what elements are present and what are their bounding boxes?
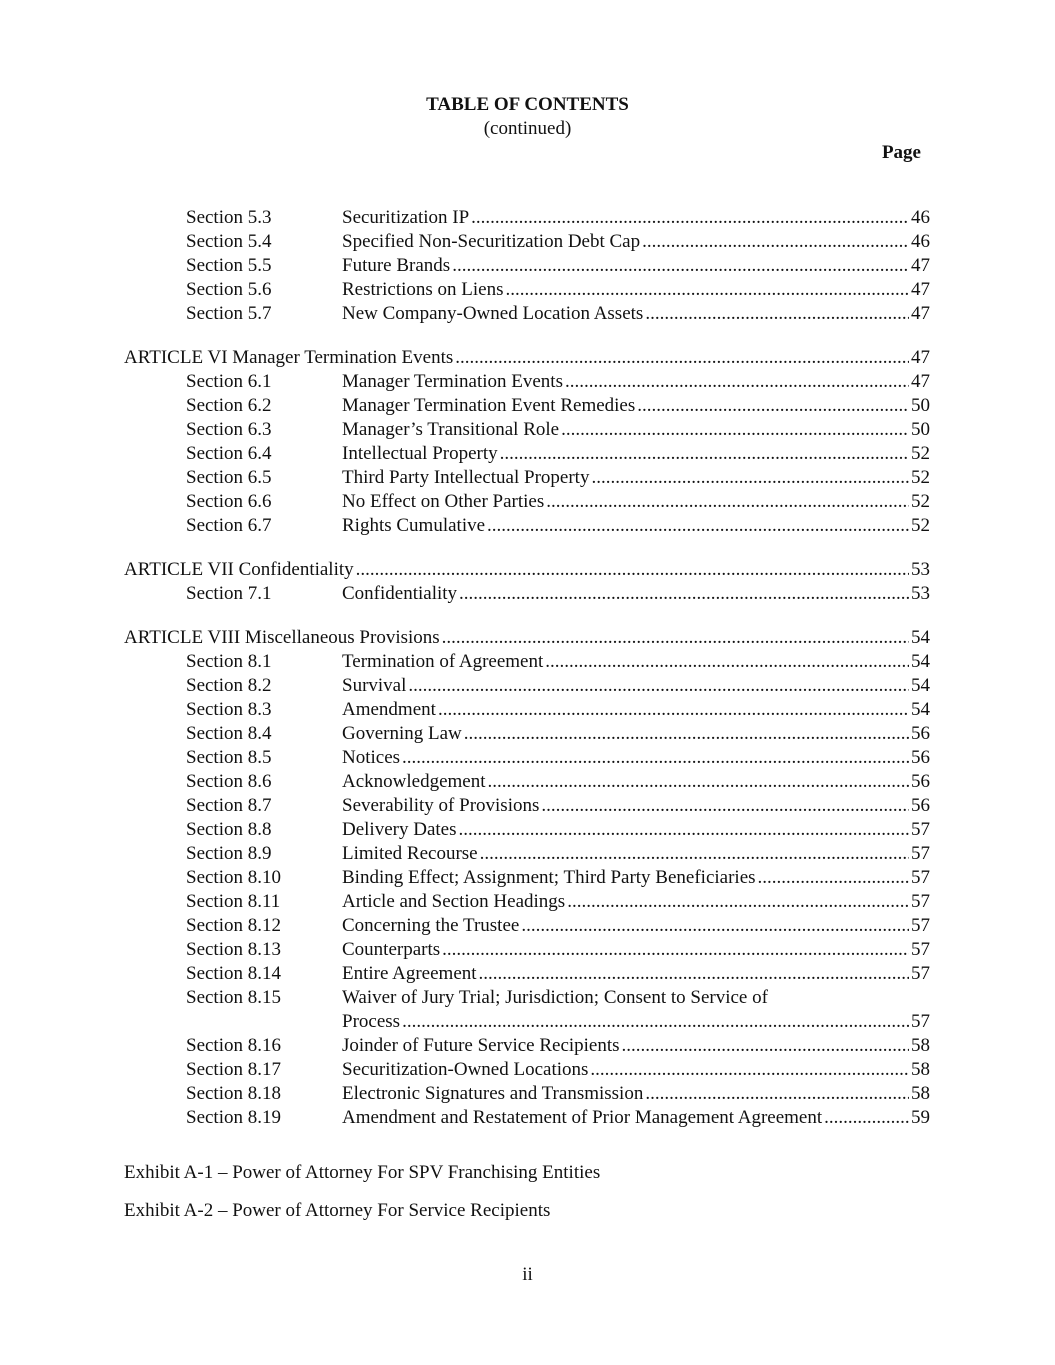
toc-section-number: Section 8.13 xyxy=(186,939,281,960)
toc-section-number: Section 8.18 xyxy=(186,1083,281,1104)
toc-section-link[interactable] xyxy=(342,698,930,722)
dot-leader xyxy=(546,490,909,514)
toc-entry-title: Securitization-Owned Locations xyxy=(342,1059,589,1080)
dot-leader xyxy=(500,442,909,466)
dot-leader xyxy=(488,770,909,794)
toc-section-number: Section 6.3 xyxy=(186,419,272,440)
toc-entry-title: Termination of Agreement xyxy=(342,651,544,672)
toc-section-row xyxy=(124,394,930,418)
toc-section-row xyxy=(124,914,930,938)
dot-leader xyxy=(402,746,909,770)
dot-leader xyxy=(642,230,909,254)
dot-leader xyxy=(402,1010,909,1034)
toc-entry-page: 58 xyxy=(911,1035,930,1056)
toc-entry-title: Acknowledgement xyxy=(342,771,486,792)
toc-entry-page: 47 xyxy=(911,347,930,368)
dot-leader xyxy=(464,722,909,746)
dot-leader xyxy=(565,370,909,394)
toc-section-link[interactable] xyxy=(342,1106,930,1130)
dot-leader xyxy=(545,650,909,674)
toc-section-link[interactable] xyxy=(342,938,930,962)
toc-section-row xyxy=(124,770,930,794)
toc-section-link[interactable] xyxy=(342,794,930,818)
dot-leader xyxy=(408,674,909,698)
toc-section-number: Section 6.7 xyxy=(186,515,272,536)
dot-leader xyxy=(645,1082,909,1106)
toc-section-link[interactable] xyxy=(342,1082,930,1106)
toc-entry-title: Article and Section Headings xyxy=(342,891,566,912)
toc-section-link[interactable] xyxy=(342,582,930,606)
dot-leader xyxy=(458,818,909,842)
toc-section-number: Section 8.6 xyxy=(186,771,272,792)
toc-section-row xyxy=(124,794,930,818)
toc-section-row xyxy=(124,514,930,538)
toc-entry-page: 57 xyxy=(911,867,930,888)
toc-entry-title: Manager’s Transitional Role xyxy=(342,419,560,440)
toc-entry-page: 57 xyxy=(911,891,930,912)
toc-section-number: Section 8.17 xyxy=(186,1059,281,1080)
group-spacer xyxy=(124,538,930,558)
toc-entry-page: 47 xyxy=(911,279,930,300)
toc-entry-title: Severability of Provisions xyxy=(342,795,540,816)
toc-section-link[interactable] xyxy=(342,746,930,770)
toc-entry-title: New Company-Owned Location Assets xyxy=(342,303,644,324)
dot-leader xyxy=(487,514,909,538)
toc-section-row xyxy=(124,842,930,866)
toc-section-row xyxy=(124,206,930,230)
toc-entry-page: 54 xyxy=(911,675,930,696)
toc-entry-title: Governing Law xyxy=(342,723,462,744)
toc-entry-title: Limited Recourse xyxy=(342,843,478,864)
toc-section-number: Section 8.15 xyxy=(186,987,281,1008)
toc-section-row xyxy=(124,490,930,514)
toc-entry-title: Rights Cumulative xyxy=(342,515,486,536)
toc-section-row xyxy=(124,254,930,278)
toc-section-row xyxy=(124,302,930,326)
toc-entry-page: 47 xyxy=(911,303,930,324)
toc-section-link[interactable] xyxy=(342,650,930,674)
toc-entry-title: Binding Effect; Assignment; Third Party Beneficiaries xyxy=(342,867,756,888)
dot-leader xyxy=(505,278,909,302)
toc-entry-page: 56 xyxy=(911,795,930,816)
toc-section-row xyxy=(124,230,930,254)
toc-entry-page: 57 xyxy=(911,843,930,864)
dot-leader xyxy=(561,418,909,442)
toc-section-link[interactable] xyxy=(342,418,930,442)
dot-leader xyxy=(591,466,909,490)
toc-entry-title: Restrictions on Liens xyxy=(342,279,504,300)
dot-leader xyxy=(442,626,909,650)
toc-section-row xyxy=(124,818,930,842)
dot-leader xyxy=(442,938,909,962)
dot-leader xyxy=(622,1034,909,1058)
toc-section-link[interactable] xyxy=(342,394,930,418)
toc-section-row xyxy=(124,278,930,302)
toc-entry-title: No Effect on Other Parties xyxy=(342,491,545,512)
toc-section-link[interactable] xyxy=(342,370,930,394)
toc-entry-page: 52 xyxy=(911,515,930,536)
toc-entry-page: 54 xyxy=(911,627,930,648)
toc-section-row xyxy=(124,986,930,1010)
toc-section-link[interactable] xyxy=(342,722,930,746)
toc-title: TABLE OF CONTENTS xyxy=(426,94,629,115)
toc-article-link[interactable] xyxy=(124,346,930,370)
toc-entry-title: Survival xyxy=(342,675,407,696)
toc-section-number: Section 8.8 xyxy=(186,819,272,840)
toc-section-number: Section 5.4 xyxy=(186,231,272,252)
dot-leader xyxy=(452,254,909,278)
toc-section-row xyxy=(124,370,930,394)
dot-leader xyxy=(645,302,909,326)
toc-section-number: Section 8.11 xyxy=(186,891,281,912)
dot-leader xyxy=(356,558,909,582)
toc-entry-page: 46 xyxy=(911,207,930,228)
exhibit-a2-link[interactable]: Exhibit A-2 – Power of Attorney For Service Recipients xyxy=(124,1200,551,1221)
toc-article-link[interactable] xyxy=(124,558,930,582)
toc-entry-title: Future Brands xyxy=(342,255,451,276)
toc-entry-page: 57 xyxy=(911,819,930,840)
toc-entry-title: Amendment and Restatement of Prior Management Agreement xyxy=(342,1107,823,1128)
toc-entry-page: 57 xyxy=(911,963,930,984)
toc-section-number: Section 6.1 xyxy=(186,371,272,392)
page-column-label: Page xyxy=(881,142,921,163)
toc-section-number: Section 5.5 xyxy=(186,255,272,276)
toc-section-number: Section 8.19 xyxy=(186,1107,281,1128)
toc-section-link[interactable] xyxy=(342,514,930,538)
toc-section-link[interactable] xyxy=(342,278,930,302)
toc-section-number: Section 5.6 xyxy=(186,279,272,300)
toc-section-link[interactable] xyxy=(342,442,930,466)
toc-entry-title: Manager Termination Events xyxy=(342,371,563,392)
toc-article-row xyxy=(124,558,930,582)
toc-section-link[interactable] xyxy=(342,890,930,914)
toc-entry-title[interactable]: Waiver of Jury Trial; Jurisdiction; Consent to Service of xyxy=(342,987,768,1008)
dot-leader xyxy=(637,394,909,418)
dot-leader xyxy=(479,962,909,986)
toc-entry-page: 53 xyxy=(911,583,930,604)
toc-article-link[interactable] xyxy=(124,626,930,650)
toc-entry-title: Process xyxy=(342,1011,401,1032)
toc-section-number: Section 7.1 xyxy=(186,583,272,604)
toc-entry-title: Amendment xyxy=(342,699,436,720)
toc-section-number: Section 8.10 xyxy=(186,867,281,888)
toc-section-row xyxy=(124,722,930,746)
toc-entry-page: 57 xyxy=(911,915,930,936)
toc-section-number: Section 6.5 xyxy=(186,467,272,488)
dot-leader xyxy=(471,206,909,230)
toc-entry-page: 56 xyxy=(911,747,930,768)
toc-entry-title: ARTICLE VII Confidentiality xyxy=(124,559,354,580)
dot-leader xyxy=(438,698,909,722)
toc-section-row xyxy=(124,938,930,962)
toc-section-number: Section 6.2 xyxy=(186,395,272,416)
toc-section-row xyxy=(124,962,930,986)
toc-section-row xyxy=(124,890,930,914)
toc-section-number: Section 5.7 xyxy=(186,303,272,324)
toc-section-row xyxy=(124,466,930,490)
toc-section-row xyxy=(124,674,930,698)
toc-entry-title: Counterparts xyxy=(342,939,441,960)
toc-entry-page: 52 xyxy=(911,467,930,488)
toc-section-link[interactable] xyxy=(342,466,930,490)
toc-section-row-continued xyxy=(124,1010,930,1034)
toc-entry-title: Intellectual Property xyxy=(342,443,498,464)
toc-entry-title: Electronic Signatures and Transmission xyxy=(342,1083,644,1104)
toc-entry-page: 54 xyxy=(911,699,930,720)
toc-entry-page: 46 xyxy=(911,231,930,252)
toc-section-link[interactable] xyxy=(342,842,930,866)
dot-leader xyxy=(459,582,909,606)
toc-section-link[interactable] xyxy=(342,254,930,278)
toc-section-link[interactable] xyxy=(342,490,930,514)
toc-section-link[interactable] xyxy=(342,818,930,842)
toc-entry-title: Concerning the Trustee xyxy=(342,915,520,936)
toc-list xyxy=(124,206,930,1130)
toc-entry-page: 52 xyxy=(911,443,930,464)
toc-article-row xyxy=(124,626,930,650)
toc-section-row xyxy=(124,418,930,442)
toc-entry-page: 56 xyxy=(911,771,930,792)
toc-section-link[interactable] xyxy=(342,770,930,794)
toc-section-link[interactable] xyxy=(342,914,930,938)
toc-section-link[interactable] xyxy=(342,962,930,986)
toc-subtitle: (continued) xyxy=(483,118,572,139)
toc-entry-title: Confidentiality xyxy=(342,583,458,604)
toc-section-number: Section 8.7 xyxy=(186,795,272,816)
toc-section-number: Section 8.9 xyxy=(186,843,272,864)
toc-section-row xyxy=(124,582,930,606)
toc-section-row xyxy=(124,866,930,890)
toc-entry-title: ARTICLE VI Manager Termination Events xyxy=(124,347,454,368)
dot-leader xyxy=(455,346,909,370)
toc-section-link[interactable] xyxy=(342,866,930,890)
toc-section-link[interactable] xyxy=(342,674,930,698)
toc-section-row xyxy=(124,698,930,722)
toc-section-link[interactable] xyxy=(342,1034,930,1058)
toc-entry-page: 58 xyxy=(911,1083,930,1104)
toc-section-number: Section 8.1 xyxy=(186,651,272,672)
toc-entry-title: Notices xyxy=(342,747,401,768)
toc-section-row xyxy=(124,746,930,770)
toc-entry-title: Entire Agreement xyxy=(342,963,477,984)
toc-section-number: Section 8.3 xyxy=(186,699,272,720)
toc-entry-page: 59 xyxy=(911,1107,930,1128)
toc-section-row xyxy=(124,1082,930,1106)
toc-entry-title: Manager Termination Event Remedies xyxy=(342,395,636,416)
toc-section-link[interactable] xyxy=(342,302,930,326)
dot-leader xyxy=(541,794,909,818)
toc-section-number: Section 8.4 xyxy=(186,723,272,744)
toc-entry-page: 58 xyxy=(911,1059,930,1080)
toc-entry-page: 57 xyxy=(911,1011,930,1032)
toc-section-number: Section 6.4 xyxy=(186,443,272,464)
toc-section-row xyxy=(124,1034,930,1058)
toc-entry-title: Joinder of Future Service Recipients xyxy=(342,1035,620,1056)
toc-section-link[interactable] xyxy=(342,1058,930,1082)
toc-section-number: Section 8.16 xyxy=(186,1035,281,1056)
toc-section-number: Section 6.6 xyxy=(186,491,272,512)
toc-article-row xyxy=(124,346,930,370)
toc-entry-page: 47 xyxy=(911,371,930,392)
toc-entry-page: 47 xyxy=(911,255,930,276)
dot-leader xyxy=(758,866,909,890)
toc-entry-title: Third Party Intellectual Property xyxy=(342,467,590,488)
toc-section-link[interactable] xyxy=(342,206,930,230)
dot-leader xyxy=(824,1106,909,1130)
toc-section-row xyxy=(124,442,930,466)
page-number: ii xyxy=(522,1264,533,1285)
toc-entry-page: 56 xyxy=(911,723,930,744)
toc-entry-page: 50 xyxy=(911,395,930,416)
toc-section-number: Section 8.5 xyxy=(186,747,272,768)
group-spacer xyxy=(124,606,930,626)
toc-entry-page: 53 xyxy=(911,559,930,580)
toc-entry-page: 54 xyxy=(911,651,930,672)
toc-entry-title: Delivery Dates xyxy=(342,819,457,840)
exhibit-a1-link[interactable]: Exhibit A-1 – Power of Attorney For SPV Franchising Entities xyxy=(124,1162,601,1183)
toc-section-link[interactable] xyxy=(342,230,930,254)
toc-section-number: Section 8.14 xyxy=(186,963,281,984)
toc-entry-page: 57 xyxy=(911,939,930,960)
toc-entry-title: Specified Non-Securitization Debt Cap xyxy=(342,231,641,252)
dot-leader xyxy=(521,914,909,938)
toc-entry-title: Securitization IP xyxy=(342,207,470,228)
toc-section-number: Section 8.12 xyxy=(186,915,281,936)
toc-section-link[interactable] xyxy=(342,1010,930,1034)
toc-entry-page: 50 xyxy=(911,419,930,440)
dot-leader xyxy=(480,842,909,866)
dot-leader xyxy=(590,1058,909,1082)
toc-entry-page: 52 xyxy=(911,491,930,512)
toc-entry-title: ARTICLE VIII Miscellaneous Provisions xyxy=(124,627,440,648)
toc-section-row xyxy=(124,1058,930,1082)
group-spacer xyxy=(124,326,930,346)
toc-section-row xyxy=(124,650,930,674)
toc-section-row xyxy=(124,1106,930,1130)
toc-section-number: Section 5.3 xyxy=(186,207,272,228)
dot-leader xyxy=(567,890,909,914)
toc-section-number: Section 8.2 xyxy=(186,675,272,696)
